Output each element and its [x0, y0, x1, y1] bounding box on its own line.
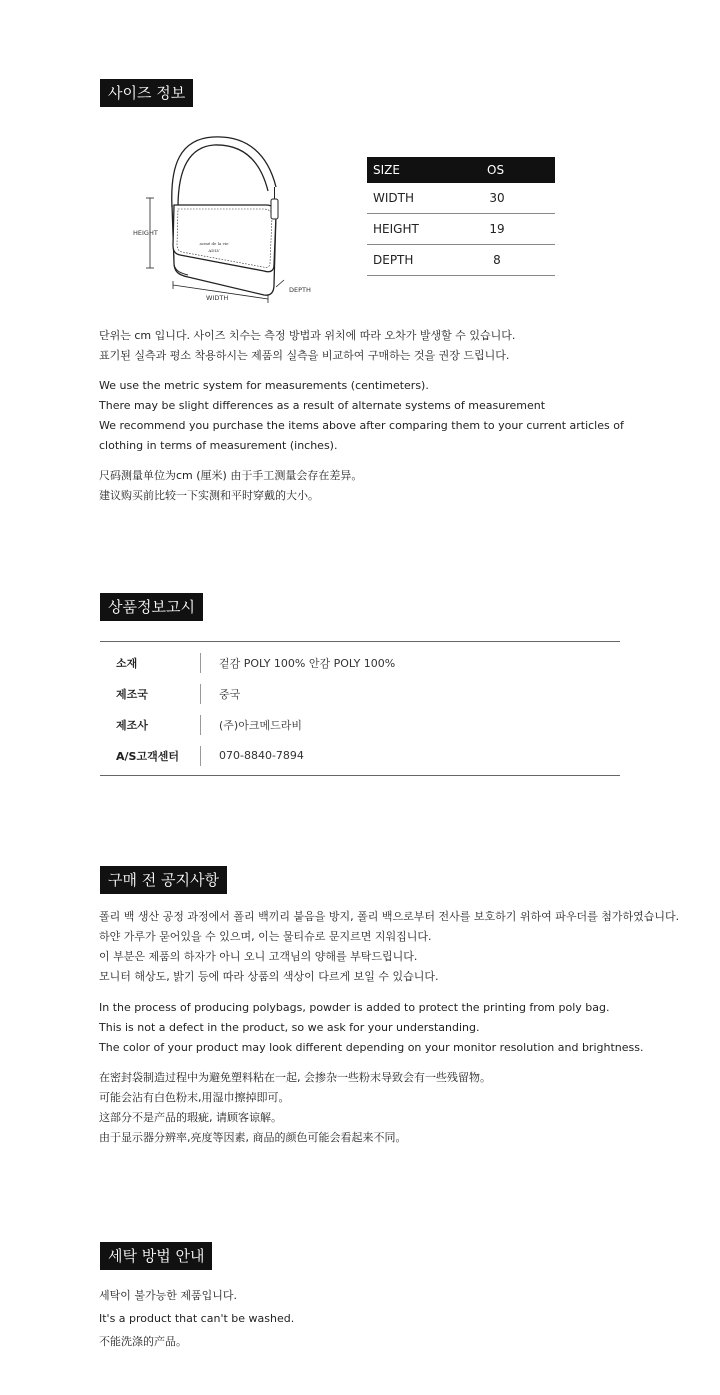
divider [200, 653, 201, 673]
info-label: 소재 [116, 656, 138, 670]
info-label: A/S고객센터 [116, 749, 179, 763]
info-row-material [100, 647, 620, 678]
note-line: 可能会沾有白色粉末,用湿巾擦掉即可。 [99, 1091, 290, 1104]
note-line: 이 부분은 제품의 하자가 아니 오니 고객님의 양해를 부탁드립니다. [99, 950, 418, 963]
size-row-label: DEPTH [373, 253, 414, 267]
notice-chinese [99, 1068, 491, 1148]
note-line: In the process of producing polybags, powder is added to protect the printing from poly bag. [99, 1001, 610, 1014]
note-line: 不能洗涤的产品。 [99, 1335, 187, 1348]
note-line: 폴리 백 생산 공정 과정에서 폴리 백끼리 붙음을 방지, 폴리 백으로부터 전사를 보호하기 위하여 파우더를 첨가하였습니다. [99, 910, 680, 923]
note-line: 하얀 가루가 묻어있을 수 있으며, 이는 물티슈로 문지르면 지워집니다. [99, 930, 432, 943]
info-value: 겉감 POLY 100% 안감 POLY 100% [219, 656, 396, 670]
size-notes-chinese [99, 466, 362, 506]
notice-english [99, 998, 643, 1058]
note-line: It's a product that can't be washed. [99, 1312, 295, 1325]
info-value: 중국 [219, 687, 241, 701]
info-value: (주)아크메드라비 [219, 718, 302, 732]
size-row-label: HEIGHT [373, 222, 419, 236]
size-table [367, 157, 555, 276]
note-line: 모니터 해상도, 밝기 등에 따라 상품의 색상이 다르게 보일 수 있습니다. [99, 970, 439, 983]
note-line: We recommend you purchase the items above after comparing them to your current articles of [99, 419, 624, 432]
svg-text:acmé de la vie: acmé de la vie [199, 241, 229, 246]
size-notes-english [99, 376, 624, 456]
size-header-value: OS [487, 163, 505, 177]
size-row-label: WIDTH [373, 191, 414, 205]
note-line: 표기된 실측과 평소 착용하시는 제품의 실측을 비교하여 구매하는 것을 권장 드립니다. [99, 349, 510, 362]
note-line: 由于显示器分辨率,亮度等因素, 商品的颜色可能会看起来不同。 [99, 1131, 407, 1144]
height-label: HEIGHT [133, 229, 158, 237]
washing-heading: 세탁 방법 안내 [100, 1242, 212, 1270]
size-row-width [367, 183, 555, 214]
note-line: The color of your product may look different depending on your monitor resolution and brightness. [99, 1041, 644, 1054]
note-line: 这部分不是产品的瑕疵, 请顾客谅解。 [99, 1111, 282, 1124]
size-row-value: 19 [489, 222, 505, 236]
note-line: 建议购买前比较一下实测和平时穿戴的大小。 [99, 489, 319, 502]
notice-heading: 구매 전 공지사항 [100, 866, 227, 894]
divider [200, 746, 201, 766]
info-label: 제조국 [116, 687, 148, 701]
size-row-height [367, 214, 555, 245]
size-row-depth [367, 245, 555, 276]
note-line: We use the metric system for measurements (centimeters). [99, 379, 429, 392]
info-label: 제조사 [116, 718, 148, 732]
product-info-heading: 상품정보고시 [100, 593, 203, 621]
info-row-manufacturer [100, 709, 620, 740]
bag-diagram [118, 125, 318, 310]
washing-notes [99, 1284, 294, 1353]
info-row-country [100, 678, 620, 709]
info-row-service-center [100, 740, 620, 771]
product-info-table [100, 641, 620, 776]
note-line: 세탁이 불가능한 제품입니다. [99, 1289, 238, 1302]
bag-illustration [118, 125, 318, 310]
depth-label: DEPTH [289, 286, 311, 294]
size-info-heading: 사이즈 정보 [100, 79, 193, 107]
note-line: 단위는 cm 입니다. 사이즈 치수는 측정 방법과 위치에 따라 오차가 발생할 수 있습니다. [99, 329, 516, 342]
divider [200, 715, 201, 735]
size-header-label: SIZE [373, 163, 400, 177]
note-line: There may be slight differences as a result of alternate systems of measurement [99, 399, 546, 412]
size-row-value: 8 [493, 253, 501, 267]
note-line: This is not a defect in the product, so we ask for your understanding. [99, 1021, 480, 1034]
notice-korean [99, 907, 679, 987]
note-line: clothing in terms of measurement (inches). [99, 439, 338, 452]
size-row-value: 30 [489, 191, 505, 205]
note-line: 在密封袋制造过程中为避免塑料粘在一起, 会掺杂一些粉末导致会有一些残留物。 [99, 1071, 491, 1084]
size-notes-korean [99, 326, 515, 366]
note-line: 尺码测量单位为cm (厘米) 由于手工测量会存在差异。 [99, 469, 363, 482]
width-label: WIDTH [206, 294, 229, 302]
size-table-header [367, 157, 555, 183]
divider [200, 684, 201, 704]
info-value: 070-8840-7894 [219, 749, 304, 762]
svg-text:ADLV: ADLV [208, 248, 220, 253]
